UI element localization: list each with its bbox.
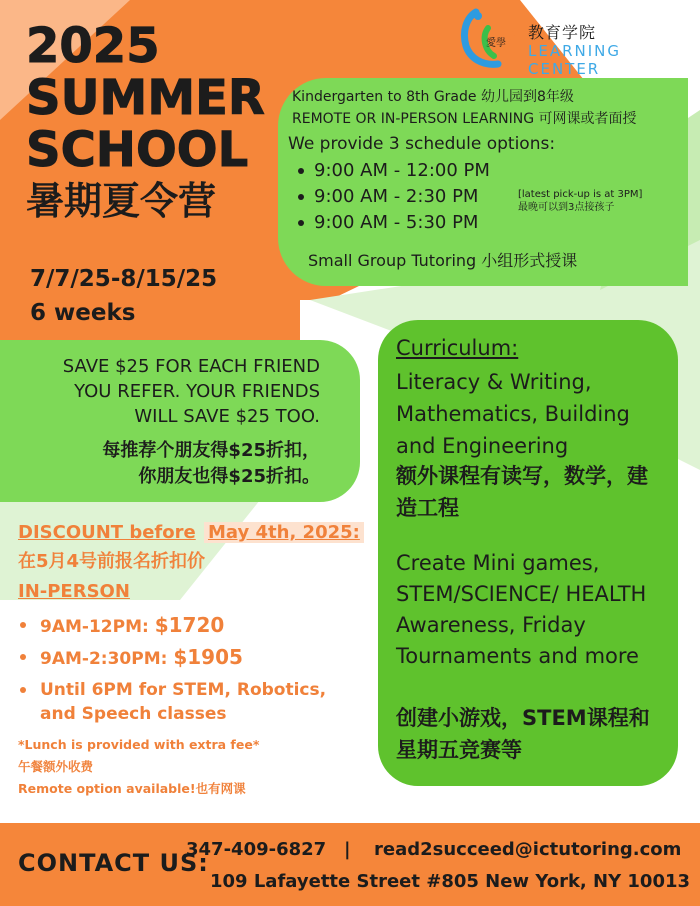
bullet-icon xyxy=(20,654,26,660)
duration: 6 weeks xyxy=(30,300,136,326)
schedule-option: 9:00 AM - 2:30 PM xyxy=(298,184,490,210)
schedule-box xyxy=(278,78,688,286)
bullet-icon xyxy=(298,168,304,174)
bullet-icon xyxy=(298,194,304,200)
price-item: Until 6PM for STEM, Robotics, and Speech classes xyxy=(18,678,368,726)
price-value: $1720 xyxy=(154,613,225,637)
address: 109 Lafayette Street #805 New York, NY 10013 xyxy=(210,871,691,892)
lunch-note: *Lunch is provided with extra fee* xyxy=(18,737,260,752)
price-item: 9AM-12PM: $1720 xyxy=(18,610,368,642)
logo-english-name: LEARNING CENTER xyxy=(528,42,622,78)
phone-link[interactable]: 347-409-6827 xyxy=(186,839,327,860)
referral-chinese xyxy=(102,438,320,490)
referral-line-cn: 你朋友也得$25折扣。 xyxy=(138,466,320,487)
contact-label: CONTACT US: xyxy=(18,849,209,877)
discount-heading xyxy=(18,520,368,546)
price-list xyxy=(18,610,368,726)
remote-note: Remote option available!也有网课 xyxy=(18,781,246,796)
date-range: 7/7/25-8/15/25 xyxy=(30,266,218,292)
schedule-option: 9:00 AM - 12:00 PM xyxy=(298,158,490,184)
bullet-icon xyxy=(20,687,26,693)
pickup-note xyxy=(518,188,642,214)
referral-line: WILL SAVE $25 TOO. xyxy=(134,406,320,427)
headline-chinese: 暑期夏令营 xyxy=(26,179,217,223)
separator: | xyxy=(344,839,351,860)
pickup-note-en: [latest pick-up is at 3PM] xyxy=(518,189,643,200)
referral-line: YOU REFER. YOUR FRIENDS xyxy=(74,381,320,402)
curriculum-extra-cn: 创建小游戏，STEM课程和星期五竞赛等 xyxy=(396,706,650,762)
tutoring-text: Small Group Tutoring 小组形式授课 xyxy=(308,251,578,270)
logo-mark-icon xyxy=(458,8,520,68)
mode-text: REMOTE OR IN-PERSON LEARNING 可网课或者面授 xyxy=(292,111,637,127)
bullet-icon xyxy=(298,220,304,226)
in-person-label: IN-PERSON xyxy=(18,581,130,602)
schedule-intro: We provide 3 schedule options: xyxy=(288,134,556,154)
headline-year: 2025 xyxy=(26,18,160,74)
schedule-option: 9:00 AM - 5:30 PM xyxy=(298,210,490,236)
schedule-options-list xyxy=(298,158,490,236)
curriculum-extra-en: Create Mini games, STEM/SCIENCE/ HEALTH Awareness, Friday Tournaments and more xyxy=(396,551,647,668)
referral-box xyxy=(0,340,360,502)
discount-label: DISCOUNT before xyxy=(18,522,196,543)
headline xyxy=(26,18,265,223)
bullet-icon xyxy=(20,622,26,628)
referral-line: SAVE $25 FOR EACH FRIEND xyxy=(62,356,320,377)
curriculum-core-en: Literacy & Writing, Mathematics, Building and Engineering xyxy=(396,370,630,458)
headline-school: SCHOOL xyxy=(26,122,249,178)
logo-chinese-name: 教育学院 xyxy=(528,23,597,42)
price-item: 9AM-2:30PM: $1905 xyxy=(18,642,368,674)
discount-footnotes xyxy=(18,734,368,800)
contact-band xyxy=(0,823,700,906)
curriculum-core-cn: 额外课程有读写，数学，建造工程 xyxy=(396,464,648,520)
price-value: $1905 xyxy=(173,645,243,669)
curriculum-heading: Curriculum: xyxy=(396,336,519,360)
grades-text: Kindergarten to 8th Grade 幼儿园到8年级 xyxy=(292,89,574,105)
curriculum-box xyxy=(378,320,678,786)
discount-deadline: May 4th, 2025: xyxy=(204,522,364,543)
discount-chinese: 在5月4号前报名折扣价 xyxy=(18,551,206,572)
pickup-note-cn: 最晚可以到3点接孩子 xyxy=(518,202,615,213)
logo xyxy=(458,8,694,78)
session-dates xyxy=(30,262,217,330)
referral-line-cn: 每推荐个朋友得$25折扣， xyxy=(102,440,320,461)
logo-mark-text: 愛學 xyxy=(486,38,506,49)
email-link[interactable]: read2succeed@ictutoring.com xyxy=(374,839,682,860)
discount-section xyxy=(18,520,368,800)
headline-summer: SUMMER xyxy=(26,70,265,126)
lunch-note-cn: 午餐额外收费 xyxy=(18,759,94,774)
referral-english xyxy=(63,354,320,429)
